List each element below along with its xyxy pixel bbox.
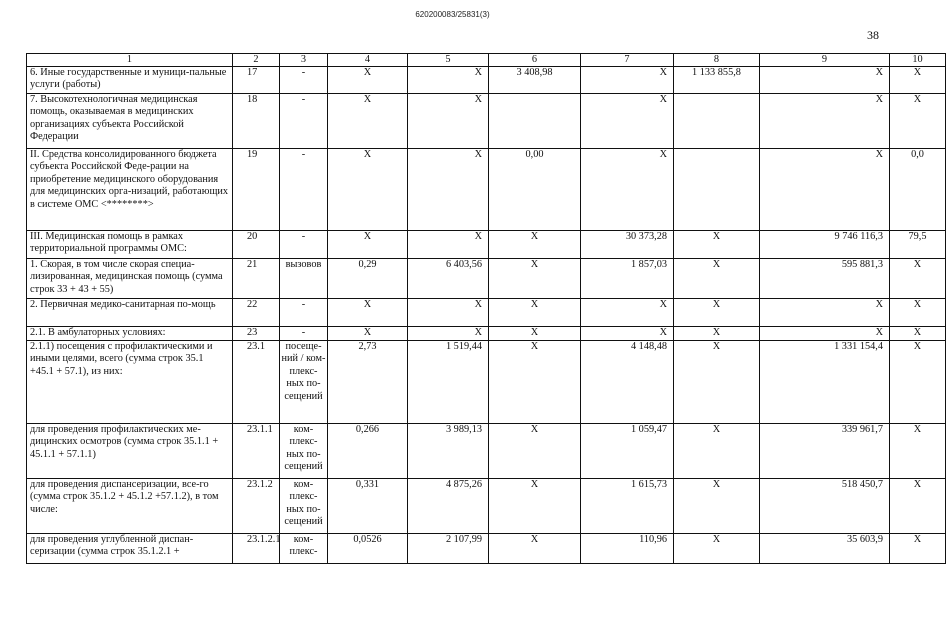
value-col10: X: [890, 327, 946, 341]
value-col6: 0,00: [489, 149, 581, 231]
value-col8: [674, 149, 760, 231]
value-col9: 518 450,7: [760, 479, 890, 534]
row-label: 2.1.1) посещения с профилактическими и иными целями, всего (сумма строк 35.1 +45.1 + 57.1), из них:: [27, 341, 233, 424]
value-col7: 1 857,03: [581, 259, 674, 299]
row-label: 2.1. В амбулаторных условиях:: [27, 327, 233, 341]
value-col7: X: [581, 327, 674, 341]
value-col4: X: [328, 94, 408, 149]
value-col4: 0,0526: [328, 534, 408, 564]
value-col5: X: [408, 149, 489, 231]
table-row: [27, 327, 946, 341]
value-col10: 79,5: [890, 231, 946, 259]
value-col9: 35 603,9: [760, 534, 890, 564]
table-row: [27, 94, 946, 149]
row-label: 1. Скорая, в том числе скорая специа-лизированная, медицинская помощь (сумма строк 33 + 43 + 55): [27, 259, 233, 299]
value-col5: 2 107,99: [408, 534, 489, 564]
unit: вызовов: [280, 259, 328, 299]
unit: -: [280, 67, 328, 94]
table-row: [27, 479, 946, 534]
value-col10: X: [890, 259, 946, 299]
row-label: II. Средства консолидированного бюджета субъекта Российской Феде-рации на приобретение медицинского оборудования для медицинских орга-низаций, работающих в системе ОМС <********>: [27, 149, 233, 231]
value-col8: X: [674, 259, 760, 299]
column-number: 2: [233, 54, 280, 67]
value-col9: 595 881,3: [760, 259, 890, 299]
value-col5: X: [408, 94, 489, 149]
value-col4: X: [328, 299, 408, 327]
unit: ком-плекс-ных по-сещений: [280, 479, 328, 534]
value-col7: 110,96: [581, 534, 674, 564]
value-col6: X: [489, 534, 581, 564]
row-label: для проведения диспансеризации, все-го (сумма строк 35.1.2 + 45.1.2 +57.1.2), в том числе:: [27, 479, 233, 534]
value-col9: X: [760, 327, 890, 341]
table-row: [27, 149, 946, 231]
value-col4: 2,73: [328, 341, 408, 424]
value-col5: X: [408, 67, 489, 94]
value-col7: X: [581, 67, 674, 94]
value-col7: X: [581, 299, 674, 327]
value-col10: X: [890, 67, 946, 94]
value-col6: X: [489, 424, 581, 479]
value-col10: 0,0: [890, 149, 946, 231]
value-col6: X: [489, 299, 581, 327]
row-label: III. Медицинская помощь в рамках территориальной программы ОМС:: [27, 231, 233, 259]
value-col4: X: [328, 231, 408, 259]
unit: -: [280, 299, 328, 327]
value-col8: X: [674, 327, 760, 341]
value-col8: X: [674, 424, 760, 479]
value-col6: [489, 94, 581, 149]
unit: ком-плекс-ных по-сещений: [280, 424, 328, 479]
unit: -: [280, 149, 328, 231]
table-row: [27, 341, 946, 424]
value-col8: 1 133 855,8: [674, 67, 760, 94]
value-col5: X: [408, 231, 489, 259]
value-col4: 0,266: [328, 424, 408, 479]
page-number: 38: [867, 28, 879, 42]
value-col5: X: [408, 299, 489, 327]
table-row: [27, 299, 946, 327]
row-code: 20: [233, 231, 280, 259]
value-col5: X: [408, 327, 489, 341]
row-label: 7. Высокотехнологичная медицинская помощь, оказываемая в медицинских организациях субъекта Российской Федерации: [27, 94, 233, 149]
value-col6: X: [489, 231, 581, 259]
column-number: 6: [489, 54, 581, 67]
column-number: 1: [27, 54, 233, 67]
value-col7: 1 059,47: [581, 424, 674, 479]
value-col4: 0,29: [328, 259, 408, 299]
value-col7: X: [581, 149, 674, 231]
column-number-row: [27, 54, 946, 67]
value-col9: X: [760, 149, 890, 231]
value-col6: X: [489, 341, 581, 424]
value-col8: X: [674, 231, 760, 259]
value-col5: 6 403,56: [408, 259, 489, 299]
value-col4: X: [328, 67, 408, 94]
value-col9: 9 746 116,3: [760, 231, 890, 259]
row-code: 23.1: [233, 341, 280, 424]
row-label: 6. Иные государственные и муници-пальные услуги (работы): [27, 67, 233, 94]
data-table: [26, 53, 946, 564]
row-code: 23.1.2.1: [233, 534, 280, 564]
value-col9: 1 331 154,4: [760, 341, 890, 424]
value-col5: 4 875,26: [408, 479, 489, 534]
row-code: 18: [233, 94, 280, 149]
row-code: 21: [233, 259, 280, 299]
row-label: для проведения профилактических ме-дицинских осмотров (сумма строк 35.1.1 + 45.1.1 + 57.1.1): [27, 424, 233, 479]
value-col5: 3 989,13: [408, 424, 489, 479]
row-code: 22: [233, 299, 280, 327]
column-number: 8: [674, 54, 760, 67]
value-col6: 3 408,98: [489, 67, 581, 94]
value-col8: X: [674, 341, 760, 424]
document-stamp: 620200083/25831(3): [415, 10, 490, 19]
row-code: 19: [233, 149, 280, 231]
row-code: 23: [233, 327, 280, 341]
value-col8: [674, 94, 760, 149]
value-col10: X: [890, 424, 946, 479]
row-code: 23.1.1: [233, 424, 280, 479]
value-col7: 1 615,73: [581, 479, 674, 534]
value-col7: X: [581, 94, 674, 149]
value-col4: 0,331: [328, 479, 408, 534]
row-label: для проведения углубленной диспан-серизации (сумма строк 35.1.2.1 +: [27, 534, 233, 564]
column-number: 10: [890, 54, 946, 67]
unit: посеще-ний / ком-плекс-ных по-сещений: [280, 341, 328, 424]
value-col9: X: [760, 67, 890, 94]
value-col10: X: [890, 534, 946, 564]
value-col10: X: [890, 299, 946, 327]
unit: -: [280, 327, 328, 341]
column-number: 3: [280, 54, 328, 67]
unit: -: [280, 94, 328, 149]
value-col7: 30 373,28: [581, 231, 674, 259]
column-number: 4: [328, 54, 408, 67]
value-col9: X: [760, 94, 890, 149]
column-number: 9: [760, 54, 890, 67]
column-number: 5: [408, 54, 489, 67]
value-col6: X: [489, 327, 581, 341]
value-col6: X: [489, 259, 581, 299]
row-code: 17: [233, 67, 280, 94]
value-col5: 1 519,44: [408, 341, 489, 424]
value-col10: X: [890, 479, 946, 534]
value-col6: X: [489, 479, 581, 534]
table-row: [27, 534, 946, 564]
value-col9: 339 961,7: [760, 424, 890, 479]
value-col9: X: [760, 299, 890, 327]
value-col8: X: [674, 534, 760, 564]
column-number: 7: [581, 54, 674, 67]
value-col10: X: [890, 94, 946, 149]
value-col7: 4 148,48: [581, 341, 674, 424]
row-code: 23.1.2: [233, 479, 280, 534]
value-col4: X: [328, 327, 408, 341]
unit: ком-плекс-: [280, 534, 328, 564]
table-row: [27, 67, 946, 94]
table-row: [27, 259, 946, 299]
row-label: 2. Первичная медико-санитарная по-мощь: [27, 299, 233, 327]
value-col4: X: [328, 149, 408, 231]
value-col10: X: [890, 341, 946, 424]
unit: -: [280, 231, 328, 259]
table-row: [27, 231, 946, 259]
value-col8: X: [674, 299, 760, 327]
table-row: [27, 424, 946, 479]
value-col8: X: [674, 479, 760, 534]
